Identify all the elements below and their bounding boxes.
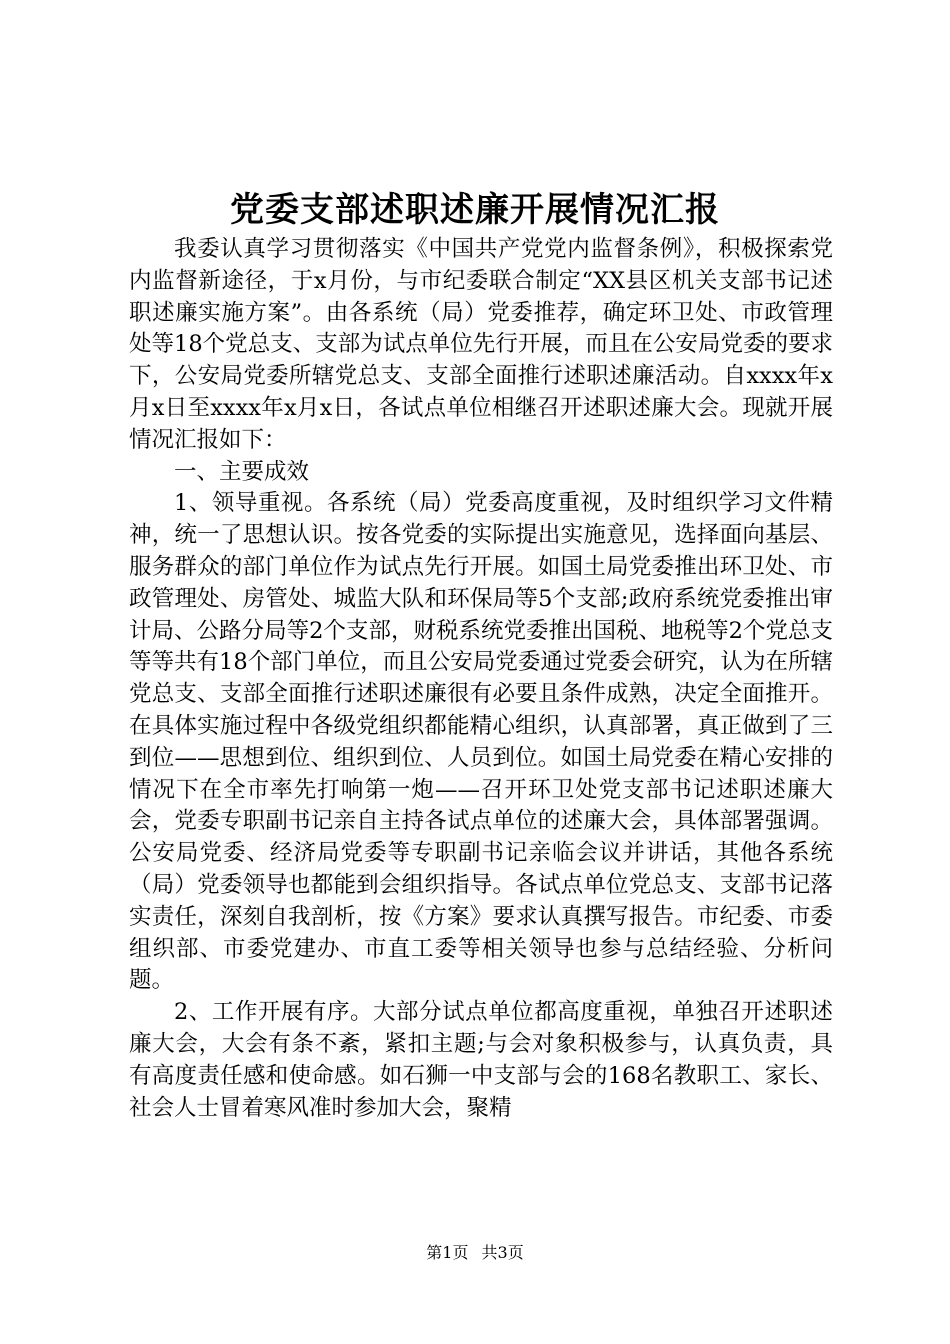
document-title: 党委支部述职述廉开展情况汇报 [230, 190, 720, 230]
page-footer [0, 1242, 950, 1264]
paragraph-leadership: 1、领导重视。各系统（局）党委高度重视，及时组织学习文件精神，统一了思想认识。按各党委的实际提出实施意见，选择面向基层、服务群众的部门单位作为试点先行开展。如国土局党委推出环卫处、市政管理处、房管处、城监大队和环保局等5个支部;政府系统党委推出审计局、公路分局等2个支部，财税系统党委推出国税、地税等2个党总支等等共有18个部门单位，而且公安局党委通过党委会研究，认为在所辖党总支、支部全面推行述职述廉很有必要且条件成熟，决定全面推开。在具体实施过程中各级党组织都能精心组织，认真部署，真正做到了三到位——思想到位、组织到位、人员到位。如国土局党委在精心安排的情况下在全市率先打响第一炮——召开环卫处党支部书记述职述廉大会，党委专职副书记亲自主持各试点单位的述廉大会，具体部署强调。公安局党委、经济局党委等专职副书记亲临会议并讲话，其他各系统（局）党委领导也都能到会组织指导。各试点单位党总支、支部书记落实责任，深刻自我剖析，按《方案》要求认真撰写报告。市纪委、市委组织部、市委党建办、市直工委等相关领导也参与总结经验、分析问题。 [129, 490, 833, 994]
page-number: 第1页 [426, 1243, 469, 1262]
document-body [129, 234, 833, 1124]
section-heading-main-results: 一、主要成效 [174, 458, 310, 485]
page-total: 共3页 [481, 1243, 524, 1262]
paragraph-orderly-work: 2、工作开展有序。大部分试点单位都高度重视，单独召开述职述廉大会，大会有条不紊，紧扣主题;与会对象积极参与，认真负责，具有高度责任感和使命感。如石狮一中支部与会的168名教职工、家长、社会人士冒着寒风准时参加大会，聚精 [129, 999, 833, 1121]
paragraph-intro: 我委认真学习贯彻落实《中国共产党党内监督条例》，积极探索党内监督新途径，于x月份，与市纪委联合制定“XX县区机关支部书记述职述廉实施方案”。由各系统（局）党委推荐，确定环卫处、市政管理处等18个党总支、支部为试点单位先行开展，而且在公安局党委的要求下，公安局党委所辖党总支、支部全面推行述职述廉活动。自xxxx年x月x日至xxxx年x月x日，各试点单位相继召开述职述廉大会。现就开展情况汇报如下： [129, 236, 833, 453]
